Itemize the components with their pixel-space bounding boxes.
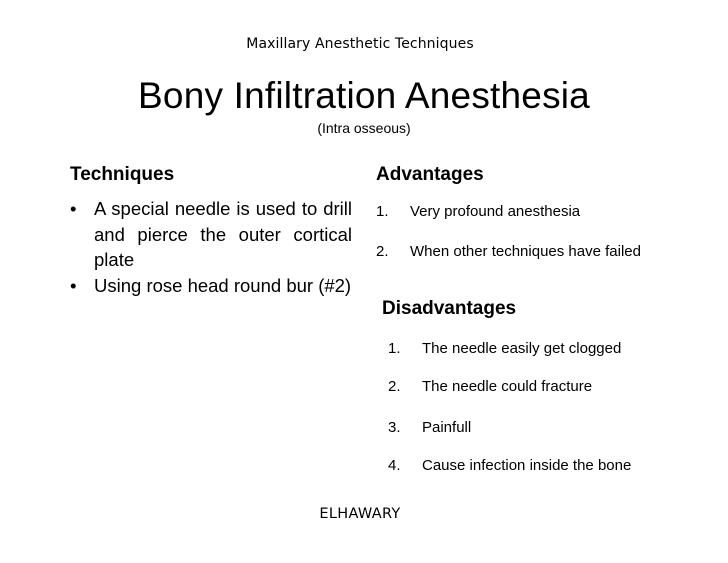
advantage-text: When other techniques have failed: [410, 243, 641, 260]
technique-text: Using rose head round bur (#2): [94, 274, 352, 296]
techniques-list-item: [70, 273, 352, 299]
techniques-list: [70, 196, 352, 298]
disadvantages-heading: Disadvantages: [382, 298, 517, 319]
disadvantage-text: Cause infection inside the bone: [422, 457, 632, 474]
section-label: Maxillary Anesthetic Techniques: [246, 36, 474, 52]
techniques-list-item: [70, 196, 352, 273]
disadvantage-text: The needle could fracture: [422, 378, 593, 395]
slide-subtitle: (Intra osseous): [317, 120, 411, 136]
list-number: 4.: [388, 457, 401, 474]
technique-text: A special needle is used to drill and pierce the outer cortical plate: [94, 198, 352, 270]
bullet-icon: •: [70, 198, 77, 219]
disadvantage-text: Painfull: [422, 419, 472, 436]
techniques-heading: Techniques: [70, 164, 175, 185]
list-number: 3.: [388, 419, 401, 436]
slide-title: Bony Infiltration Anesthesia: [138, 75, 590, 116]
list-number: 2.: [376, 243, 389, 260]
advantage-item: [376, 196, 656, 228]
advantages-heading: Advantages: [376, 164, 484, 185]
list-number: 1.: [388, 340, 401, 357]
bullet-icon: •: [70, 274, 77, 296]
advantage-text: Very profound anesthesia: [410, 203, 581, 220]
list-number: 2.: [388, 378, 401, 395]
advantage-item: [376, 236, 656, 268]
disadvantage-text: The needle easily get clogged: [422, 340, 622, 357]
author-footer: ELHAWARY: [319, 506, 401, 522]
list-number: 1.: [376, 203, 389, 220]
